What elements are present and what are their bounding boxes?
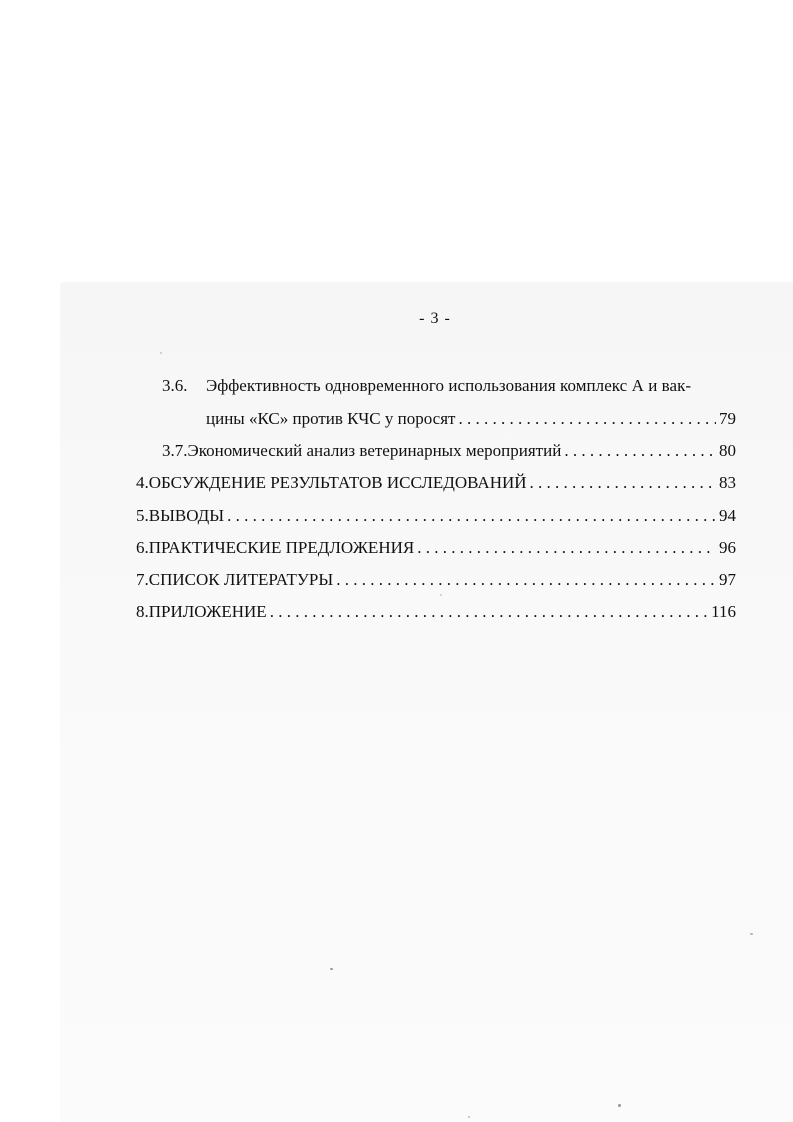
toc-entry-number: 3.6. [162, 376, 188, 395]
dot-leader [458, 408, 716, 430]
toc-entry-6 [136, 537, 736, 559]
scan-speck [468, 1116, 470, 1118]
dot-leader [227, 505, 716, 527]
dot-leader [530, 472, 716, 494]
toc-entry-number: 4. [136, 473, 149, 492]
toc-entry-page: 96 [719, 538, 736, 557]
toc-entry-3-6-line1 [162, 375, 736, 397]
toc-entry-number: 3.7. [162, 441, 188, 460]
scan-speck [440, 594, 442, 596]
dot-leader [564, 440, 716, 462]
scan-speck [160, 352, 162, 354]
toc-entry-title: цины «КС» против КЧС у поросят [206, 409, 456, 428]
toc-entry-number: 8. [136, 602, 149, 621]
toc-entry-page: 79 [719, 409, 736, 428]
toc-entry-title: ПРИЛОЖЕНИЕ [148, 602, 267, 621]
toc-entry-5 [136, 505, 736, 527]
toc-entry-number: 6. [136, 538, 149, 557]
toc-entry-page: 116 [711, 602, 736, 621]
toc-entry-title: ВЫВОДЫ [148, 506, 225, 525]
page-number: - 3 - [419, 310, 451, 327]
toc-entry-7 [136, 569, 736, 591]
toc-entry-number: 7. [136, 570, 149, 589]
toc-entry-3-7 [162, 440, 736, 462]
toc-entry-number: 5. [136, 506, 149, 525]
dot-leader [270, 601, 708, 623]
toc-entry-4 [136, 472, 736, 494]
toc-entry-title: ОБСУЖДЕНИЕ РЕЗУЛЬТАТОВ ИССЛЕДОВАНИЙ [148, 473, 527, 492]
toc-entry-3-6-line2 [206, 408, 736, 430]
toc-entry-8 [136, 601, 736, 623]
scan-speck [330, 968, 333, 970]
toc-entry-page: 94 [719, 506, 736, 525]
toc-entry-page: 80 [719, 441, 736, 460]
toc-entry-title: Экономический анализ ветеринарных мероприятий [187, 441, 562, 460]
toc-entry-page: 97 [719, 570, 736, 589]
scan-speck [750, 933, 753, 935]
toc-entry-title: ПРАКТИЧЕСКИЕ ПРЕДЛОЖЕНИЯ [148, 538, 415, 557]
dot-leader [336, 569, 716, 591]
dot-leader [417, 537, 716, 559]
scan-speck [618, 1104, 621, 1107]
toc-entry-title: СПИСОК ЛИТЕРАТУРЫ [148, 570, 334, 589]
toc-entry-page: 83 [719, 473, 736, 492]
toc-entry-title: Эффективность одновременного использования комплекс А и вак- [206, 376, 692, 395]
